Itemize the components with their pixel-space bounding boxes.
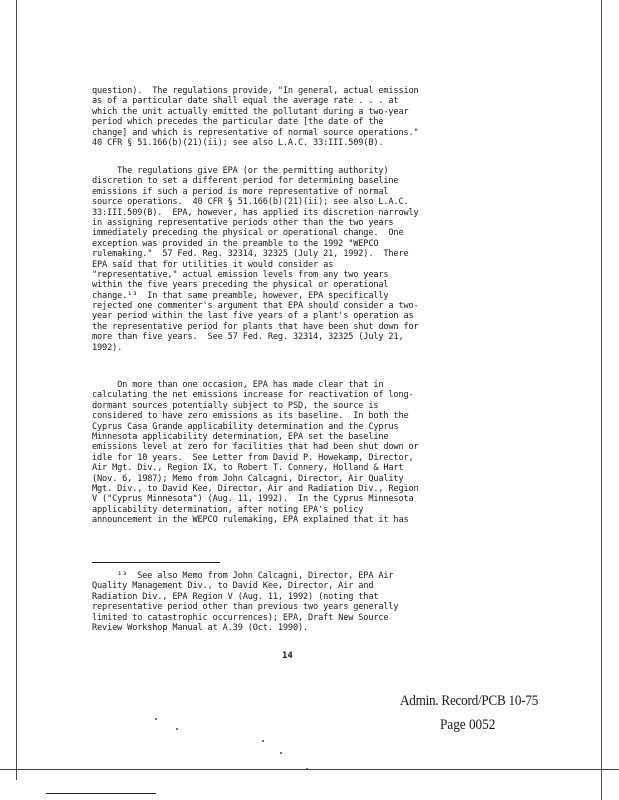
text-line: more than five years. See 57 Fed. Reg. 32314, 32325 (July 21, <box>92 332 404 343</box>
scan-edge-right <box>601 0 602 800</box>
text-line: emissions if such a period is more representative of normal <box>92 186 389 197</box>
page-number: 14 <box>282 651 293 661</box>
text-line: "representative," actual emission levels from any two years <box>92 269 389 280</box>
text-line: change] and which is representative of normal source operations." <box>92 127 419 138</box>
text-line: rejected one commenter's argument that EPA should consider a two- <box>92 301 419 312</box>
footnote-line: limited to catastrophic occurrences); EPA, Draft New Source <box>92 612 389 623</box>
text-line: as of a particular date shall equal the average rate . . . at <box>92 96 399 107</box>
scan-speck <box>306 768 308 770</box>
footnote-line: ¹³ See also Memo from John Calcagni, Director, EPA Air <box>92 571 394 581</box>
text-line: year period within the last five years of a plant's operation as <box>92 311 414 322</box>
text-line: calculating the net emissions increase for reactivation of long- <box>92 390 414 401</box>
scan-speck <box>280 752 282 754</box>
text-line: discretion to set a different period for determining baseline <box>92 176 399 187</box>
text-line: emissions level at zero for facilities that had been shut down or <box>92 442 419 453</box>
text-line: period which precedes the particular date [the date of the <box>92 117 384 128</box>
paragraph-3 <box>92 380 512 525</box>
text-line: exception was provided in the preamble to the 1992 "WEPCO <box>92 238 379 249</box>
scan-speck <box>155 718 157 720</box>
text-line: 1992). <box>92 342 123 353</box>
text-line: in assigning representative periods other than the two years <box>92 217 394 228</box>
text-line: On more than one occasion, EPA has made clear that in <box>92 380 384 390</box>
text-line: 40 CFR § 51.166(b)(21)(ii); see also L.A.C. 33:III.509(B). <box>92 137 384 148</box>
text-line: Air Mgt. Div., Region IX, to Robert T. Connery, Holland & Hart <box>92 463 404 474</box>
text-line: which the unit actually emitted the pollutant during a two-year <box>92 106 409 117</box>
text-line: rulemaking." 57 Fed. Reg. 32314, 32325 (July 21, 1992). There <box>92 249 409 260</box>
text-line: Mgt. Div., to David Kee, Director, Air and Radiation Div., Region <box>92 483 419 494</box>
text-line: (Nov. 6, 1987); Memo from John Calcagni, Director, Air Quality <box>92 473 404 484</box>
footnote-line: Radiation Div., EPA Region V (Aug. 11, 1992) (noting that <box>92 591 379 602</box>
text-line: EPA said that for utilities it would consider as <box>92 259 334 270</box>
text-line: announcement in the WEPCO rulemaking, EPA explained that it has <box>92 515 409 526</box>
footnote-separator <box>92 562 220 563</box>
text-line: question). The regulations provide, "In general, actual emission <box>92 86 419 96</box>
text-line: V ("Cyprus Minnesota") (Aug. 11, 1992). In the Cyprus Minnesota <box>92 494 414 505</box>
text-line: The regulations give EPA (or the permitting authority) <box>92 166 389 176</box>
paragraph-2 <box>92 166 512 353</box>
bottom-rule <box>46 793 156 794</box>
text-line: immediately preceding the physical or operational change. One <box>92 228 404 239</box>
text-line: applicability determination, after noting EPA's policy <box>92 504 364 515</box>
footnote-13 <box>92 571 512 633</box>
admin-record-stamp: Admin. Record/PCB 10-75 <box>400 693 539 709</box>
admin-page-stamp: Page 0052 <box>440 717 496 733</box>
text-line: source operations. 40 CFR § 51.166(b)(21)(ii); see also L.A.C. <box>92 197 409 208</box>
scan-edge-bottom <box>0 769 619 770</box>
scan-edge-left <box>16 0 17 780</box>
text-line: idle for 10 years. See Letter from David P. Howekamp, Director, <box>92 452 414 463</box>
text-line: the representative period for plants that have been shut down for <box>92 321 419 332</box>
paragraph-1 <box>92 86 512 148</box>
footnote-line: Review Workshop Manual at A.39 (Oct. 1990). <box>92 622 309 633</box>
scan-speck <box>176 728 178 730</box>
text-line: Minnesota applicability determination, EPA set the baseline <box>92 431 389 442</box>
footnote-line: Quality Management Div., to David Kee, Director, Air and <box>92 581 374 592</box>
text-line: within the five years preceding the physical or operational <box>92 280 389 291</box>
text-line: considered to have zero emissions as its baseline. In both the <box>92 411 409 422</box>
text-line: change.¹³ In that same preamble, however, EPA specifically <box>92 290 389 301</box>
footnote-line: representative period other than previous two years generally <box>92 602 399 613</box>
text-line: 33:III.509(B). EPA, however, has applied its discretion narrowly <box>92 207 419 218</box>
scan-speck <box>262 740 264 742</box>
text-line: Cyprus Casa Grande applicability determination and the Cyprus <box>92 421 399 432</box>
text-line: dormant sources potentially subject to PSD, the source is <box>92 400 379 411</box>
